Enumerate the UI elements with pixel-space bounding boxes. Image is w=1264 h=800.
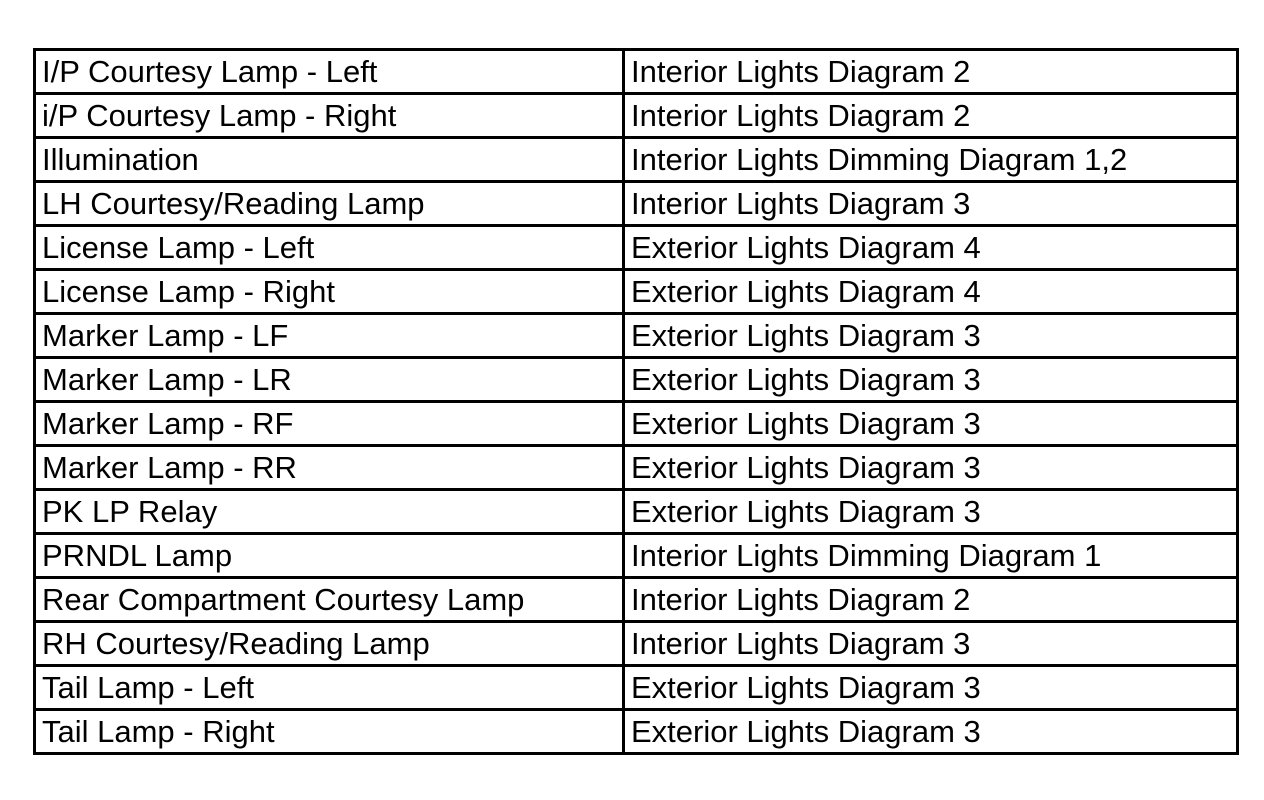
diagram-cell: Exterior Lights Diagram 3 bbox=[624, 446, 1238, 490]
component-diagram-table-container bbox=[33, 48, 1239, 755]
diagram-cell: Interior Lights Diagram 2 bbox=[624, 94, 1238, 138]
component-cell: Marker Lamp - RR bbox=[35, 446, 624, 490]
table-row bbox=[35, 578, 1238, 622]
table-row bbox=[35, 534, 1238, 578]
table-row bbox=[35, 446, 1238, 490]
table-row bbox=[35, 226, 1238, 270]
table-row bbox=[35, 710, 1238, 754]
table-row bbox=[35, 666, 1238, 710]
diagram-cell: Exterior Lights Diagram 3 bbox=[624, 358, 1238, 402]
component-cell: Marker Lamp - LF bbox=[35, 314, 624, 358]
diagram-cell: Exterior Lights Diagram 4 bbox=[624, 226, 1238, 270]
component-cell: Tail Lamp - Right bbox=[35, 710, 624, 754]
component-cell: i/P Courtesy Lamp - Right bbox=[35, 94, 624, 138]
table-row bbox=[35, 94, 1238, 138]
diagram-cell: Exterior Lights Diagram 3 bbox=[624, 490, 1238, 534]
component-cell: PK LP Relay bbox=[35, 490, 624, 534]
diagram-cell: Exterior Lights Diagram 4 bbox=[624, 270, 1238, 314]
component-cell: Rear Compartment Courtesy Lamp bbox=[35, 578, 624, 622]
component-cell: Tail Lamp - Left bbox=[35, 666, 624, 710]
diagram-cell: Exterior Lights Diagram 3 bbox=[624, 402, 1238, 446]
component-cell: Marker Lamp - LR bbox=[35, 358, 624, 402]
table-row bbox=[35, 182, 1238, 226]
component-cell: LH Courtesy/Reading Lamp bbox=[35, 182, 624, 226]
component-cell: Illumination bbox=[35, 138, 624, 182]
diagram-cell: Interior Lights Diagram 2 bbox=[624, 50, 1238, 94]
table-row bbox=[35, 270, 1238, 314]
table-row bbox=[35, 622, 1238, 666]
table-body bbox=[35, 50, 1238, 754]
component-cell: RH Courtesy/Reading Lamp bbox=[35, 622, 624, 666]
diagram-cell: Interior Lights Diagram 3 bbox=[624, 182, 1238, 226]
component-cell: License Lamp - Left bbox=[35, 226, 624, 270]
component-cell: Marker Lamp - RF bbox=[35, 402, 624, 446]
table-row bbox=[35, 50, 1238, 94]
table-row bbox=[35, 402, 1238, 446]
component-diagram-table bbox=[33, 48, 1239, 755]
diagram-cell: Interior Lights Diagram 2 bbox=[624, 578, 1238, 622]
table-row bbox=[35, 358, 1238, 402]
table-row bbox=[35, 138, 1238, 182]
table-row bbox=[35, 314, 1238, 358]
diagram-cell: Exterior Lights Diagram 3 bbox=[624, 710, 1238, 754]
diagram-cell: Interior Lights Dimming Diagram 1,2 bbox=[624, 138, 1238, 182]
diagram-cell: Exterior Lights Diagram 3 bbox=[624, 314, 1238, 358]
table-row bbox=[35, 490, 1238, 534]
component-cell: PRNDL Lamp bbox=[35, 534, 624, 578]
component-cell: I/P Courtesy Lamp - Left bbox=[35, 50, 624, 94]
diagram-cell: Interior Lights Dimming Diagram 1 bbox=[624, 534, 1238, 578]
diagram-cell: Interior Lights Diagram 3 bbox=[624, 622, 1238, 666]
component-cell: License Lamp - Right bbox=[35, 270, 624, 314]
diagram-cell: Exterior Lights Diagram 3 bbox=[624, 666, 1238, 710]
